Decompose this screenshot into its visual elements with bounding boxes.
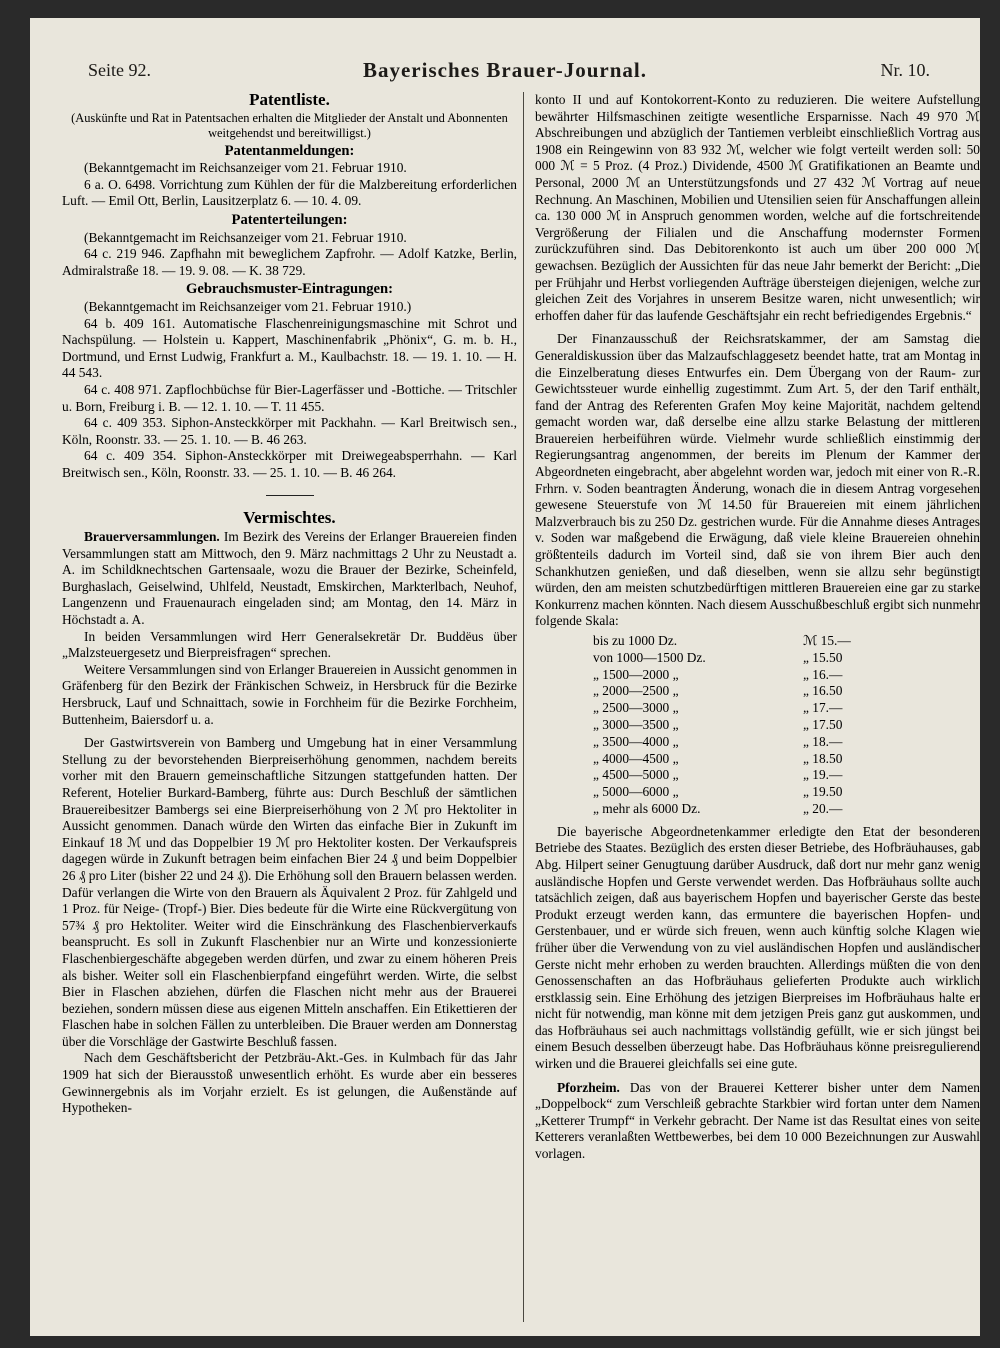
scale-row <box>593 717 980 734</box>
brewer-meetings-heading: Brauerversammlungen. <box>84 529 220 545</box>
patent-list-heading: Patentliste. <box>249 90 330 109</box>
pforzheim-heading: Pforzheim. <box>557 1079 620 1095</box>
scale-range: „ 2500—3000 „ <box>593 700 679 716</box>
scale-range: von 1000—1500 Dz. <box>593 649 706 665</box>
innkeepers-paragraph: Der Gastwirtsverein von Bamberg und Umgebung hat in einer Versammlung Stellung zu der bevorstehenden Bierpreiserhöhung genommen, nachdem bereits vorher mit den Brauern gemeinschaftliche Sitzungen stattgefunden hatten. Der Referent, Hotelier Burkard-Bamberg, führte aus: Durch Beschluß der sämtlichen Brauereibesitzer Bambergs sei eine Bierpreiserhöhung von 2 ℳ pro Hektoliter in Aussicht genommen. Danach würde den Wirten das einfache Bier in Zukunft im Einkauf 18 ℳ und das Doppelbier 19 ℳ pro Hektoliter kosten. Der Verkaufspreis dagegen würde in Zukunft betragen beim einfachen Bier 24 ₰ und beim Doppelbier 26 ₰ pro Liter (bisher 22 und 24 ₰). Die Erhöhung soll den Brauern belassen werden. Dafür verlangen die Wirte von den Brauern als Äquivalent 2 Proz. für Zahlgeld und 1 Proz. für Neige- (Tropf-) Bier. Dies bedeute für die Wirte eine Rückvergütung von 57¾ ₰ pro Hektoliter. Weiter wird die Einschränkung des Flaschenbierverkaufs beansprucht. Es soll in Zukunft Flaschenbier nur an Wirte und konzessionierte Flaschenbiergeschäfte abgegeben werden dürfen, und zwar zu einem höheren Preis als bisher. Weiter soll ein Flaschenbierpfand eingeführt werden. Wirte, die selbst Bier in Flaschen abziehen, dürfen die Flaschen nicht mehr aus der Brauerei beziehen, sondern müssen diese aus eigenen Mitteln anschaffen. Ein Etikettieren der Flaschen habe in solchen Fällen zu unterbleiben. Die Brauer werden am Donnerstag über die Vorschläge der Gastwirte Beschluß fassen. <box>62 735 517 1049</box>
scale-range: „ 3000—3500 „ <box>593 716 679 732</box>
scale-rate: „ 16.50 <box>803 683 843 699</box>
scale-range: „ 5000—6000 „ <box>593 784 679 800</box>
petzbraeu-paragraph: Nach dem Geschäftsbericht der Petzbräu-Akt.-Ges. in Kulmbach für das Jahr 1909 hat sich der Bierausstoß unwesentlich erhöht. Es wurde aber ein besseres Gewinnergebnis als im Vorjahr erzielt. Es ist gelungen, die Außenstände auf Hypotheken- <box>62 1050 517 1116</box>
scale-row <box>593 801 980 818</box>
scale-rate: „ 19.50 <box>803 784 843 800</box>
scale-row <box>593 683 980 700</box>
scale-row <box>593 767 980 784</box>
column-divider <box>523 92 524 1322</box>
scale-range: „ 4000—4500 „ <box>593 750 679 766</box>
brewer-meetings-text: Im Bezirk des Vereins der Erlanger Brauereien finden Versammlungen statt am Mittwoch, den 9. März nachmittags 2 Uhr zu Neustadt a. A. im Schildknechtschen Gartensaale, wozu die Brauer der Bezirke, Scheinfeld, Burghaslach, Geiselwind, Uhlfeld, Neustadt, Emskirchen, Markterlbach, Neuhof, Langenzenn und Frauenaurach eingeladen sind; am Montag, den 14. März in Höchstadt a. A. <box>62 529 517 628</box>
patent-note: (Auskünfte und Rat in Patentsachen erhalten die Mitglieder der Anstalt und Abonnenten weitgehendst und bereitwilligst.) <box>71 110 508 140</box>
left-column <box>62 92 517 1117</box>
utility-model-entry: 64 c. 408 971. Zapflochbüchse für Bier-Lagerfässer und -Bottiche. — Tritschler u. Born, Freiburg i. B. — 12. 1. 10. — T. 11 455. <box>62 381 517 414</box>
grant-entry: 64 c. 219 946. Zapfhahn mit beweglichem Zapfrohr. — Adolf Katzke, Berlin, Admiralstraße 18. — 19. 9. 08. — K. 38 729. <box>62 246 517 278</box>
scale-row <box>593 633 980 650</box>
issue-number: Nr. 10. <box>880 60 930 80</box>
article-paragraph: Weitere Versammlungen sind von Erlanger Brauereien in Aussicht genommen in Gräfenberg für den Bezirk der Fränkischen Schweiz, in Hersbruck für die Bezirke Hersbruck, Lauf und Schnaittach, sowie in Forchheim für die Bezirke Forchheim, Buttenheim, Baiersdorf u. a. <box>62 661 517 727</box>
utility-models-heading: Gebrauchsmuster-Eintragungen: <box>185 281 393 298</box>
scale-row <box>593 700 980 717</box>
scale-range: „ 1500—2000 „ <box>593 666 679 682</box>
applications-publication: (Bekanntgemacht im Reichsanzeiger vom 21. Februar 1910. <box>84 160 407 176</box>
brewer-meetings-paragraph <box>62 529 517 629</box>
utility-model-entry: 64 c. 409 354. Siphon-Ansteckkörper mit Dreiwegeabsperrhahn. — Karl Breitwisch sen., Köln, Roonstr. 33. — 25. 1. 10. — B. 46 264. <box>62 448 517 480</box>
page-header <box>60 60 950 90</box>
right-column <box>535 92 980 1163</box>
scale-row <box>593 734 980 751</box>
scale-range: „ mehr als 6000 Dz. <box>593 800 701 816</box>
grants-publication: (Bekanntgemacht im Reichsanzeiger vom 21. Februar 1910. <box>84 229 407 245</box>
petzbraeu-continued: konto II und auf Kontokorrent-Konto zu reduzieren. Die weitere Aufstellung bewährter Hilfsmaschinen zeitigte wesentliche Ersparnisse. Nach 49 970 ℳ Abschreibungen und abzüglich der Tantiemen verbleibt einschließlich Vortrag aus 1908 ein Reingewinn von 83 932 ℳ, welcher wie folgt verteilt werden soll: 50 000 ℳ = 5 Proz. (4 Proz.) Dividende, 4500 ℳ Gratifikationen an Beamte und Personal, 2000 ℳ an Unterstützungsfonds und 27 432 ℳ Vortrag auf neue Rechnung. An Maschinen, Mobilien und Utensilien seien für Anschaffungen allein ca. 130 000 ℳ in Anspruch genommen worden, welche auf die fortschreitende Vergrößerung der Filialen und die Anschaffung modernster Formen zurückzuführen sind. Das Debitorenkonto ist auch um über 200 000 ℳ gewachsen. Bezüglich der Aussichten für das neue Jahr bemerkt der Bericht: „Die per Frühjahr und Herbst vorliegenden Aufträge übersteigen diejenigen, welche zur gleichen Zeit des Vorjahres in unserem Besitze waren, nicht unwesentlich; wir erhoffen daher für das laufende Geschäftsjahr ein recht befriedigendes Ergebnis.“ <box>535 92 980 323</box>
scale-row <box>593 650 980 667</box>
applications-heading: Patentanmeldungen: <box>224 142 355 159</box>
malt-tax-scale <box>593 633 980 818</box>
pforzheim-paragraph <box>535 1080 980 1163</box>
scale-row <box>593 784 980 801</box>
grants-heading: Patenterteilungen: <box>231 211 348 228</box>
scale-rate: „ 18.50 <box>803 750 843 766</box>
chamber-paragraph: Die bayerische Abgeordnetenkammer erledigte den Etat der besonderen Betriebe des Staates. Bezüglich des ersten dieser Betriebe, des Hofbräuhauses, gab Abg. Hilpert seiner Genugtuung darüber Ausdruck, daß dort nur mehr ganz wenig ausländische Hopfen und Gerste verwendet werden. Das Hofbräuhaus sollte auch tatsächlich zeigen, daß aus bayerischem Hopfen und bayerischer Gerste das beste Produkt erzeugt werden kann, das ermuntere die bayerischen Hopfen- und Gerstenbauer, und er würde sich freuen, wenn auch künftig solche Klagen wie früher über die Verwendung von zu viel ausländischen Hopfen und ausländischer Gerste nicht mehr erhoben zu werden brauchten. Allerdings müßten die von den Genossenschaften an das Hofbräuhaus gelieferten Produkte auch wirklich erstklassig sein. Eine Erhöhung des jetzigen Bierpreises im Hofbräuhaus halte er nicht für notwendig, man könne mit dem jetzigen Preis ganz gut auskommen, und das Hofbräuhaus sei auch nachmittags vollständig gefüllt, wie er sich jüngst bei einem Besuch desselben überzeugt habe. Das Hofbräuhaus könne preisregulierend wirken und die Brauerei gleichfalls sei eine gute. <box>535 823 980 1072</box>
scale-rate: „ 20.— <box>803 800 843 816</box>
scale-row <box>593 751 980 768</box>
scale-range: bis zu 1000 Dz. <box>593 633 678 648</box>
utility-model-entry: 64 b. 409 161. Automatische Flaschenreinigungsmaschine mit Schrot und Nachspülung. — Holstein u. Kappert, Maschinenfabrik „Phönix“, G. m. b. H., Dortmund, und Ernst Ludwig, Frankfurt a. M., Kaulbachstr. 18. — 19. 1. 10. — H. 44 543. <box>62 315 517 381</box>
page-number: Seite 92. <box>88 60 151 80</box>
application-entry: 6 a. O. 6498. Vorrichtung zum Kühlen der für die Malzbereitung erforderlichen Luft. — Emil Ott, Berlin, Lausitzerplatz 6. — 10. 4. 09. <box>62 176 517 209</box>
scale-rate: „ 15.50 <box>803 649 843 665</box>
miscellaneous-heading: Vermischtes. <box>243 508 336 528</box>
scale-range: „ 2000—2500 „ <box>593 683 679 699</box>
scale-range: „ 4500—5000 „ <box>593 767 679 783</box>
article-paragraph: In beiden Versammlungen wird Herr Generalsekretär Dr. Buddëus über „Malzsteuergesetz und Bierpreisfragen“ sprechen. <box>62 628 517 661</box>
scale-range: „ 3500—4000 „ <box>593 733 679 749</box>
utility-model-entry: 64 c. 409 353. Siphon-Ansteckkörper mit Packhahn. — Karl Breitwisch sen., Köln, Roonstr. 33. — 25. 1. 10. — B. 46 263. <box>62 415 517 447</box>
utility-models-publication: (Bekanntgemacht im Reichsanzeiger vom 21. Februar 1910.) <box>84 298 412 314</box>
scale-rate: „ 17.50 <box>803 716 843 732</box>
scale-rate: „ 16.— <box>803 666 843 682</box>
scale-row <box>593 667 980 684</box>
scale-rate: „ 17.— <box>803 700 843 716</box>
finance-committee-paragraph: Der Finanzausschuß der Reichsratskammer, der am Samstag die Generaldiskussion über das Malzaufschlaggesetz beendet hatte, trat am Montag in die Einzelberatung dieses Entwurfes ein. Dem Übergang von der Raum- zur Gewichtssteuer wurde einhellig zugestimmt. Zum Art. 5, der den Tarif enthält, fand der Antrag des Referenten Grafen Moy keine Majorität, nachdem geltend gemacht worden war, daß derselbe eine allzu starke Belastung der mittleren Brauereien herbeiführen würde. Vielmehr wurde schließlich einstimmig der Regierungsantrag angenommen, der bereits im Plenum der Kammer der Abgeordneten eingebracht, aber abgelehnt worden war, jedoch mit einer von R.-R. Frhrn. v. Soden beantragten Änderung, wonach die in diesem Antrag vorgesehen gewesene Steuerstufe von ℳ 14.50 für Brauereien mit einem jährlichen Malzverbrauch bis zu 250 Dz. gestrichen wurde. Für die Annahme dieses Antrages v. Soden war maßgebend die Erwägung, daß viele kleine Brauereien ohnehin größtenteils dadurch im Vorteil sind, daß sie von ihrem Bier auch den Schankhutzen genießen, und daß dieselben, wenn sie allzu sehr begünstigt würden, den am meisten schutzbedürftigen mittleren Brauereien eine gar zu starke Konkurrenz machen könnten. Nach diesem Ausschußbeschluß ergibt sich nunmehr folgende Skala: <box>535 331 980 629</box>
section-separator <box>266 495 314 496</box>
scale-rate: ℳ 15.— <box>803 633 851 648</box>
scale-rate: „ 19.— <box>803 767 843 783</box>
journal-title: Bayerisches Brauer-Journal. <box>362 58 648 82</box>
scale-rate: „ 18.— <box>803 733 843 749</box>
pforzheim-text: Das von der Brauerei Ketterer bisher unter dem Namen „Doppelbock“ zum Verschleiß gebrachte Starkbier wird fortan unter dem Namen „Ketterer Trumpf“ in Verkehr gebracht. Der Name ist das Resultat eines von seite Ketterers veranlaßten Wettbewerbes, bei dem 10 000 Bezeichnungen zur Auswahl vorlagen. <box>535 1079 980 1162</box>
